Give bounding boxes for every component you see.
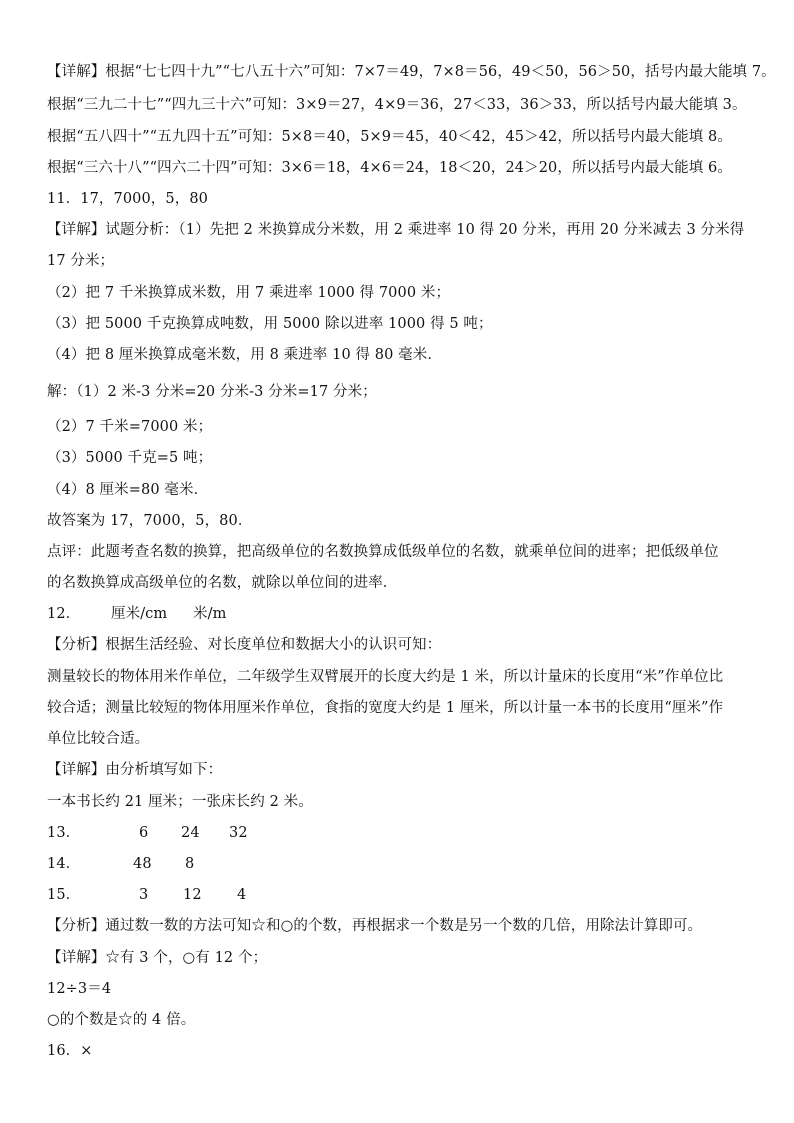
question-number: 15． <box>47 887 81 903</box>
answer-value: 3 <box>139 887 149 903</box>
text-line: 点评：此题考查名数的换算，把高级单位的名数换算成低级单位的名数，就乘单位间的进率；把低级单位 <box>47 544 719 560</box>
answer-value: 12 <box>183 887 202 903</box>
answer-value: 米/m <box>193 606 227 622</box>
text-line: 【详解】由分析填写如下： <box>47 762 223 778</box>
answer-11: 11．17，7000，5，80 <box>47 191 208 207</box>
answer-13 <box>47 823 777 843</box>
text-line: （4）把 8 厘米换算成毫米数，用 8 乘进率 10 得 80 毫米． <box>47 347 442 363</box>
answer-12 <box>47 604 777 624</box>
text-line: （2）7 千米=7000 米； <box>47 419 213 435</box>
question-number: 12． <box>47 606 81 622</box>
text-line: 【详解】☆有 3 个，○有 12 个； <box>47 950 268 966</box>
text-line: 的名数换算成高级单位的名数，就除以单位间的进率． <box>47 575 398 591</box>
answer-value: 32 <box>229 825 248 841</box>
text-line: 根据“三九二十七”“四九三十六”可知：3×9＝27，4×9＝36，27＜33，36＞33，所以括号内最大能填 3。 <box>47 97 747 113</box>
text-line: 测量较长的物体用米作单位，二年级学生双臂展开的长度大约是 1 米，所以计量床的长度用“米”作单位比 <box>47 669 724 685</box>
text-line: 17 分米； <box>47 253 115 269</box>
text-line: 一本书长约 21 厘米；一张床长约 2 米。 <box>47 794 313 810</box>
answer-value: 24 <box>181 825 200 841</box>
text-line: 根据“五八四十”“五九四十五”可知：5×8＝40，5×9＝45，40＜42，45＞42，所以括号内最大能填 8。 <box>47 129 732 145</box>
text-line: （4）8 厘米=80 毫米． <box>47 482 209 498</box>
text-line: ○的个数是☆的 4 倍。 <box>47 1012 196 1028</box>
text-line: （3）把 5000 千克换算成吨数，用 5000 除以进率 1000 得 5 吨； <box>47 316 493 332</box>
text-line: 【详解】试题分析：（1）先把 2 米换算成分米数，用 2 乘进率 10 得 20 分米，再用 20 分米减去 3 分米得 <box>47 222 745 238</box>
answer-value: 48 <box>133 856 152 872</box>
text-line: 【分析】通过数一数的方法可知☆和○的个数，再根据求一个数是另一个数的几倍，用除法计算即可。 <box>47 918 703 934</box>
text-line: （2）把 7 千米换算成米数，用 7 乘进率 1000 得 7000 米； <box>47 285 451 301</box>
question-number: 14． <box>47 856 81 872</box>
text-line: 12÷3＝4 <box>47 981 112 997</box>
text-line: 【详解】根据“七七四十九”“七八五十六”可知：7×7＝49，7×8＝56，49＜50，56＞50，括号内最大能填 7。 <box>47 64 776 80</box>
answer-value: 6 <box>139 825 149 841</box>
answer-16: 16．× <box>47 1043 93 1059</box>
answer-value: 4 <box>237 887 247 903</box>
answer-15 <box>47 885 777 905</box>
text-line: 解：（1）2 米-3 分米=20 分米-3 分米=17 分米； <box>47 384 377 400</box>
answer-14 <box>47 854 777 874</box>
text-line: 故答案为 17，7000，5，80． <box>47 513 253 529</box>
text-line: 较合适；测量比较短的物体用厘米作单位，食指的宽度大约是 1 厘米，所以计量一本书的长度用“厘米”作 <box>47 700 724 716</box>
question-number: 13． <box>47 825 81 841</box>
text-line: 根据“三六十八”“四六二十四”可知：3×6＝18，4×6＝24，18＜20，24＞20，所以括号内最大能填 6。 <box>47 160 732 176</box>
answer-value: 8 <box>185 856 195 872</box>
text-line: 单位比较合适。 <box>47 731 150 747</box>
text-line: 【分析】根据生活经验、对长度单位和数据大小的认识可知： <box>47 637 442 653</box>
text-line: （3）5000 千克=5 吨； <box>47 450 213 466</box>
answer-value: 厘米/cm <box>111 606 168 622</box>
